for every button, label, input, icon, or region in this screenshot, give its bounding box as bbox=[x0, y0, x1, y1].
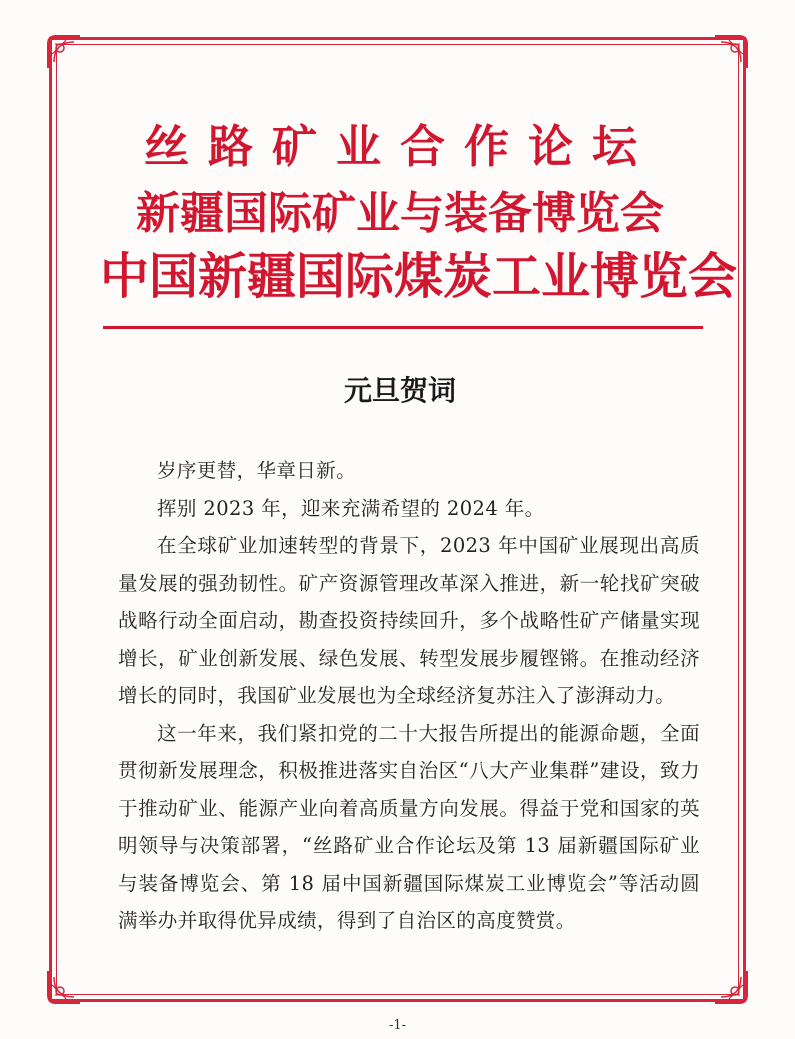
paragraph: 这一年来，我们紧扣党的二十大报告所提出的能源命题，全面贯彻新发展理念，积极推进落实自治区“八大产业集群”建设，致力于推动矿业、能源产业向着高质量方向发展。得益于党和国家的英明领导与决策部署，“丝路矿业合作论坛及第 13 届新疆国际矿业与装备博览会、第 18 届中国新疆国际煤炭工业博览会”等活动圆满举办并取得优异成绩，得到了自治区的高度赞赏。 bbox=[118, 721, 700, 932]
corner-ornament-icon bbox=[44, 32, 84, 72]
corner-ornament-icon bbox=[711, 32, 751, 72]
page-number: -1- bbox=[388, 1018, 407, 1033]
paragraph: 挥别 2023 年，迎来充满希望的 2024 年。 bbox=[157, 496, 545, 520]
paragraph: 在全球矿业加速转型的背景下，2023 年中国矿业展现出高质量发展的强劲韧性。矿产资源管理改革深入推进，新一轮找矿突破战略行动全面启动，勘查投资持续回升，多个战略性矿产储量实现增长，矿业创新发展、绿色发展、转型发展步履铿锵。在推动经济增长的同时，我国矿业发展也为全球经济复苏注入了澎湃动力。 bbox=[118, 534, 700, 707]
corner-ornament-icon bbox=[44, 967, 84, 1007]
document-title: 元旦贺词 bbox=[343, 374, 456, 407]
org-title-line-2: 新疆国际矿业与装备博览会 bbox=[136, 188, 664, 239]
document-body bbox=[118, 452, 700, 940]
header-divider bbox=[103, 326, 703, 329]
org-title-line-3: 中国新疆国际煤炭工业博览会 bbox=[100, 248, 738, 305]
corner-ornament-icon bbox=[711, 967, 751, 1007]
paragraph: 岁序更替，华章日新。 bbox=[157, 459, 357, 482]
org-title-line-1: 丝路矿业合作论坛 bbox=[143, 120, 656, 173]
